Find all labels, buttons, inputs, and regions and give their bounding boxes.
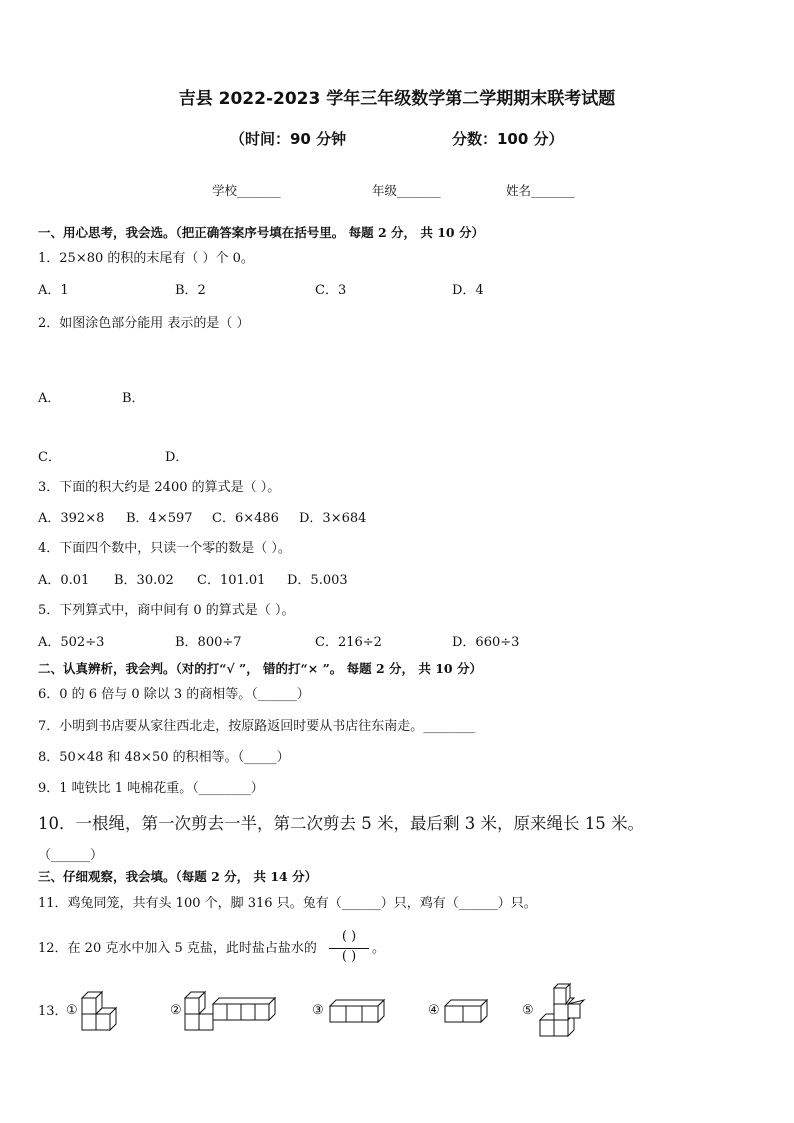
q1-option-d: D．4 — [452, 283, 484, 298]
q13-label-4: ④ — [428, 1003, 440, 1018]
question-10-answer: （______） — [38, 848, 104, 863]
q1-option-c: C．3 — [315, 283, 347, 298]
q2-option-c: C． — [38, 450, 61, 465]
q13-label-1: ① — [66, 1003, 78, 1018]
q13-label-2: ② — [170, 1003, 182, 1018]
page-title: 吉县 2022-2023 学年三年级数学第二学期期末联考试题 — [178, 89, 616, 109]
section-heading-1: 一、用心思考，我会选。（把正确答案序号填在括号里。 每题 2 分， 共 10 分） — [38, 225, 484, 240]
q2-option-d: D． — [165, 450, 189, 465]
q5-option-a: A．502÷3 — [38, 635, 105, 650]
fraction-denominator: ( ) — [341, 949, 357, 964]
question-6: 6．0 的 6 倍与 0 除以 3 的商相等。（______） — [38, 687, 310, 702]
q1-option-b: B．2 — [175, 283, 206, 298]
cube-figure-5 — [538, 984, 586, 1040]
grade-field: 年级_______ — [372, 183, 441, 198]
exam-score: 分数：100 分） — [452, 130, 564, 148]
question-9: 9．1 吨铁比 1 吨棉花重。（________） — [38, 781, 264, 796]
q13-label-5: ⑤ — [522, 1003, 534, 1018]
q2-option-a: A． — [38, 391, 61, 406]
section-heading-2: 二、认真辨析，我会判。（对的打“√ ”， 错的打“× ”。 每题 2 分， 共 10 分） — [38, 661, 482, 676]
q3-option-b: B．4×597 — [126, 511, 193, 526]
q3-option-c: C．6×486 — [212, 511, 279, 526]
q3-option-d: D．3×684 — [299, 511, 367, 526]
question-4: 4．下面四个数中，只读一个零的数是（ ）。 — [38, 541, 291, 556]
question-1: 1．25×80 的积的末尾有（ ）个 0。 — [38, 251, 254, 266]
exam-time: （时间：90 分钟 — [230, 130, 347, 148]
q4-option-c: C．101.01 — [197, 573, 266, 588]
question-10: 10．一根绳，第一次剪去一半，第二次剪去 5 米，最后剩 3 米，原来绳长 15 米。 — [38, 814, 644, 833]
question-2: 2．如图涂色部分能用 表示的是（ ） — [38, 316, 250, 331]
name-field: 姓名_______ — [506, 183, 575, 198]
q12-fraction-blank — [327, 929, 371, 969]
cube-figure-4 — [443, 998, 489, 1026]
q13-label-3: ③ — [312, 1003, 324, 1018]
q1-option-a: A．1 — [38, 283, 69, 298]
question-8: 8．50×48 和 48×50 的积相等。（_____） — [38, 750, 290, 765]
q2-option-b: B． — [122, 391, 145, 406]
q4-option-b: B．30.02 — [114, 573, 174, 588]
cube-figure-1 — [80, 988, 120, 1034]
q4-option-a: A．0.01 — [38, 573, 90, 588]
cube-figure-3 — [328, 998, 386, 1026]
q5-option-b: B．800÷7 — [175, 635, 242, 650]
q4-option-d: D．5.003 — [287, 573, 348, 588]
question-7: 7．小明到书店要从家往西北走，按原路返回时要从书店往东南走。________ — [38, 719, 476, 734]
cube-figure-2 — [183, 988, 279, 1034]
q3-option-a: A．392×8 — [38, 511, 105, 526]
school-field: 学校_______ — [212, 183, 281, 198]
question-12: 12．在 20 克水中加入 5 克盐，此时盐占盐水的 — [38, 941, 317, 956]
fraction-numerator: ( ) — [341, 929, 357, 944]
question-3: 3．下面的积大约是 2400 的算式是（ ）。 — [38, 480, 281, 495]
q5-option-c: C．216÷2 — [315, 635, 382, 650]
question-5: 5．下列算式中，商中间有 0 的算式是（ ）。 — [38, 603, 295, 618]
question-13: 13． — [38, 1004, 68, 1019]
question-12-end: 。 — [372, 941, 386, 956]
question-11: 11．鸡兔同笼，共有头 100 个，脚 316 只。兔有（______）只，鸡有（______）只。 — [38, 896, 537, 911]
q5-option-d: D．660÷3 — [452, 635, 520, 650]
section-heading-3: 三、仔细观察，我会填。（每题 2 分， 共 14 分） — [38, 869, 318, 884]
